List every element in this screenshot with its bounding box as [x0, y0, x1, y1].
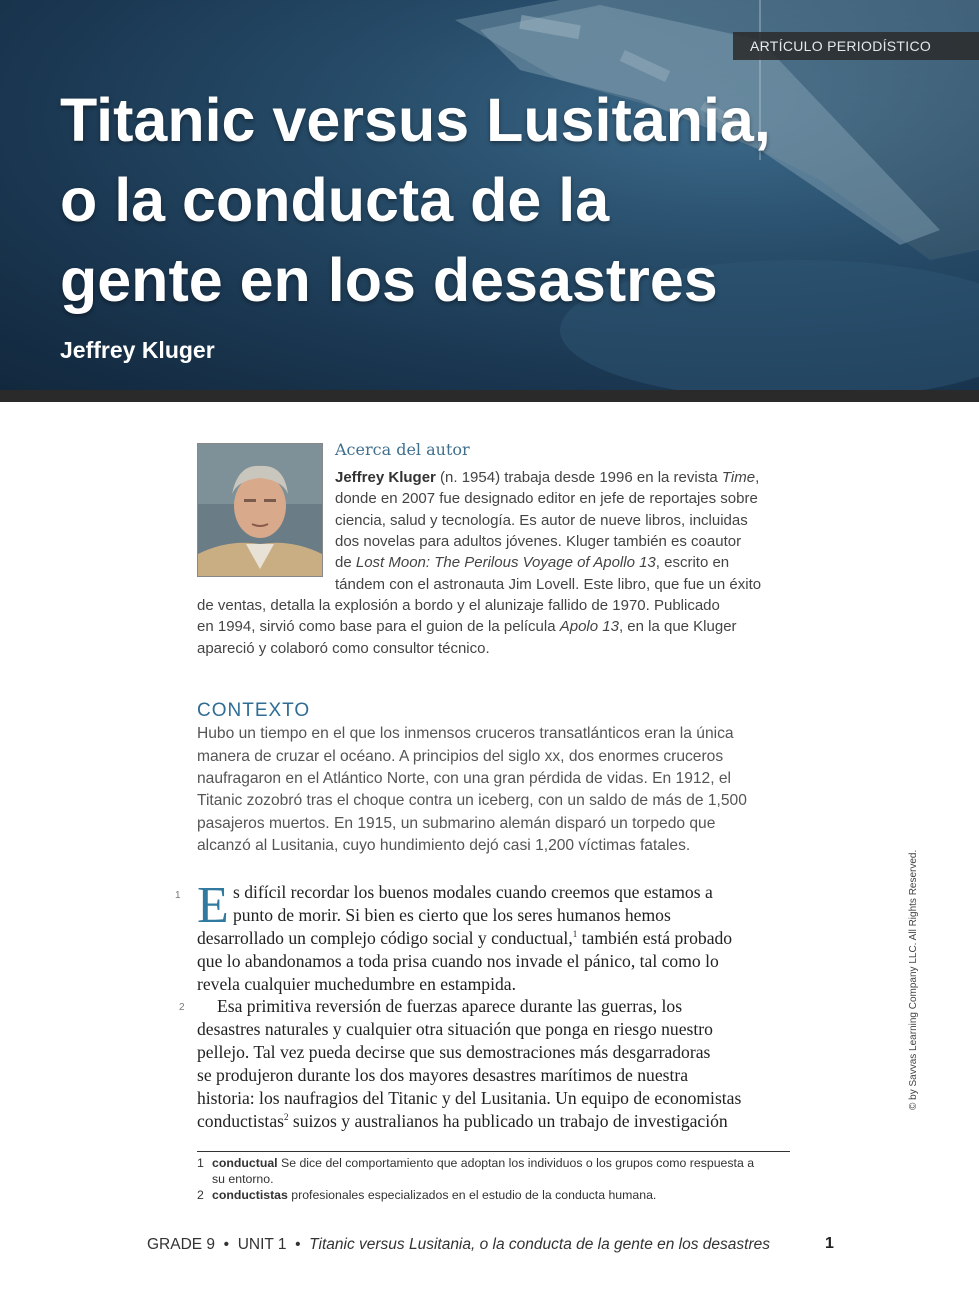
about-line-7: de ventas, detalla la explosión a bordo y el alunizaje fallido de 1970. Publicado: [197, 597, 720, 614]
about-line-6: tándem con el astronauta Jim Lovell. Este libro, que fue un éxito: [335, 576, 762, 593]
footnote-text: Se dice del comportamiento que adoptan los individuos o los grupos como respuesta a: [277, 1156, 755, 1170]
footnote-2: [197, 1188, 656, 1202]
about-text: , escrito en: [655, 554, 730, 571]
footnote-ref-2[interactable]: 2: [283, 1112, 289, 1123]
body-line-8: pellejo. Tal vez pueda decirse que sus demostraciones más desgarradoras: [197, 1042, 711, 1062]
about-text: , en la que Kluger: [618, 618, 737, 635]
about-text: de: [335, 554, 356, 571]
body-text: desarrollado un complejo código social y conductual,: [197, 928, 573, 948]
body-line-10: historia: los naufragios del Titanic y del Lusitania. Un equipo de economistas: [197, 1088, 742, 1108]
body-line-2: punto de morir. Si bien es cierto que los seres humanos hemos: [233, 905, 671, 925]
category-tag-text: ARTÍCULO PERIODÍSTICO: [750, 38, 932, 54]
paragraph-number-1: 1: [175, 890, 181, 901]
about-text: ,: [755, 469, 760, 486]
body-text: suizos y australianos ha publicado un trabajo de investigación: [288, 1111, 728, 1131]
context-line-3: naufragaron en el Atlántico Norte, con una gran pérdida de vidas. En 1912, el: [197, 770, 732, 787]
about-line-4: dos novelas para adultos jóvenes. Kluger también es coautor: [335, 533, 742, 550]
body-text: también está probado: [577, 928, 733, 948]
title-line-2: o la conducta de la: [60, 166, 610, 234]
page-footer: [147, 1236, 770, 1254]
about-line-3: ciencia, salud y tecnología. Es autor de nueve libros, incluidas: [335, 512, 748, 529]
context-line-5: pasajeros muertos. En 1915, un submarino alemán disparó un torpedo que: [197, 815, 716, 832]
footnote-ref-1[interactable]: 1: [572, 929, 578, 940]
body-text: conductistas: [197, 1111, 284, 1131]
article-title: [60, 80, 820, 320]
article-author: Jeffrey Kluger: [60, 337, 215, 363]
body-line-11: [197, 1111, 728, 1132]
drop-cap: E: [197, 877, 229, 934]
category-tag: [733, 32, 979, 60]
page-number: 1: [825, 1235, 834, 1252]
about-author-name: Jeffrey Kluger: [335, 469, 436, 486]
footnote-number: 2: [197, 1188, 204, 1202]
title-line-1: Titanic versus Lusitania,: [60, 86, 771, 154]
context-line-4: Titanic zozobró tras el choque contra un iceberg, con un saldo de más de 1,500: [197, 792, 747, 809]
footer-title: Titanic versus Lusitania, o la conducta de la gente en los desastres: [309, 1236, 771, 1253]
copyright-notice: © by Savvas Learning Company LLC. All Rights Reserved.: [908, 849, 919, 1110]
about-text: (n. 1954) trabaja desde 1996 en la revista: [435, 469, 722, 486]
about-line-2: donde en 2007 fue designado editor en jefe de reportajes sobre: [335, 490, 758, 507]
magazine-title: Time: [721, 469, 756, 486]
context-line-6: alcanzó al Lusitania, cuyo hundimiento dejó casi 1,200 víctimas fatales.: [197, 837, 691, 854]
about-line-8: [197, 618, 737, 635]
footnote-term: conductual: [212, 1156, 278, 1170]
footnote-number: 1: [197, 1156, 204, 1170]
footnote-1-continued: su entorno.: [212, 1172, 274, 1186]
movie-title: Apolo 13: [559, 618, 619, 635]
footnote-1: [197, 1156, 754, 1170]
about-line-5: [335, 554, 729, 571]
about-author-heading: Acerca del autor: [335, 440, 470, 459]
header-banner: [0, 0, 979, 390]
body-line-3: [197, 928, 732, 949]
title-line-3: gente en los desastres: [60, 246, 718, 314]
about-line-9: apareció y colaboró como consultor técnico.: [197, 640, 490, 657]
body-line-9: se produjeron durante los dos mayores desastres marítimos de nuestra: [197, 1065, 689, 1085]
context-line-1: Hubo un tiempo en el que los inmensos cruceros transatlánticos eran la única: [197, 725, 734, 742]
paragraph-number-2: 2: [179, 1002, 185, 1013]
book-title: Lost Moon: The Perilous Voyage of Apollo 13: [355, 554, 656, 571]
context-line-2: manera de cruzar el océano. A principios del siglo xx, dos enormes cruceros: [197, 748, 724, 765]
footnote-divider: [197, 1151, 790, 1152]
about-text: en 1994, sirvió como base para el guion de la película: [197, 618, 560, 635]
body-line-4: que lo abandonamos a toda prisa cuando nos invade el pánico, tal como lo: [197, 951, 719, 971]
footer-grade-unit: GRADE 9 • UNIT 1 •: [147, 1236, 310, 1253]
body-line-5: revela cualquier muchedumbre en estampida.: [197, 974, 516, 994]
footnote-text: profesionales especializados en el estudio de la conducta humana.: [287, 1188, 657, 1202]
body-line-6: Esa primitiva reversión de fuerzas aparece durante las guerras, los: [217, 996, 683, 1016]
context-heading: CONTEXTO: [197, 700, 311, 721]
footnote-term: conductistas: [212, 1188, 288, 1202]
body-line-1: s difícil recordar los buenos modales cuando creemos que estamos a: [233, 882, 713, 902]
banner-divider: [0, 390, 979, 402]
about-line-1: [335, 469, 759, 486]
author-photo: [197, 443, 323, 577]
body-line-7: desastres naturales y cualquier otra situación que ponga en riesgo nuestro: [197, 1019, 713, 1039]
